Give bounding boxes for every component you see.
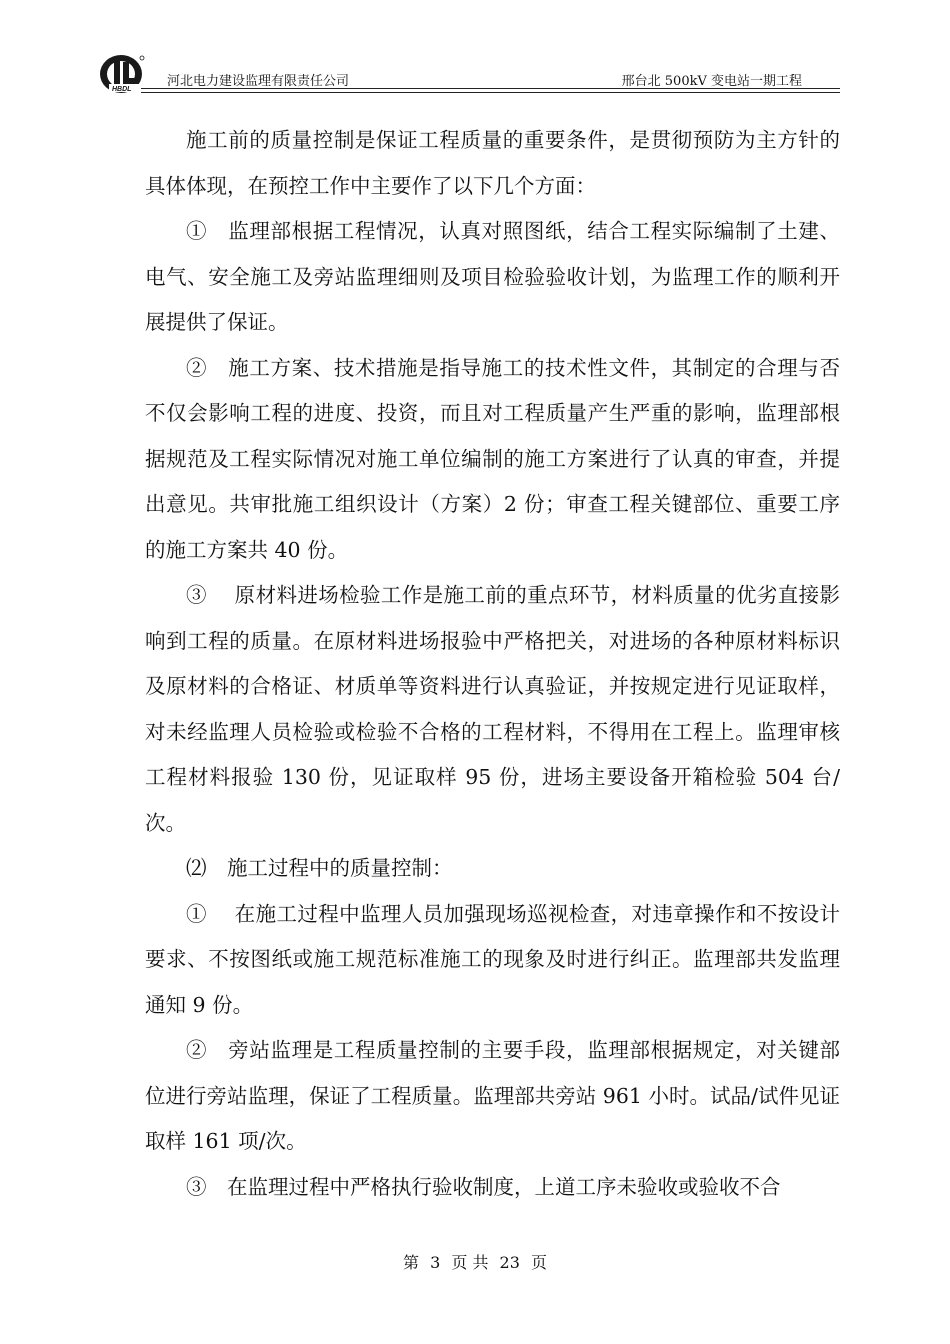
- paragraph: ② 施工方案、技术措施是指导施工的技术性文件，其制定的合理与否不仅会影响工程的进度、投资，而且对工程质量产生严重的影响，监理部根据规范及工程实际情况对施工单位编制的施工方案进行了认真的审查，并提出意见。共审批施工组织设计（方案）2 份；审查工程关键部位、重要工序的施工方案共 40 份。: [145, 355, 840, 562]
- company-name: 河北电力建设监理有限责任公司: [167, 74, 350, 89]
- footer-suffix: 页: [531, 1253, 548, 1272]
- document-body: [145, 118, 840, 1210]
- header-rule-thin: [141, 92, 840, 93]
- section-heading: ⑵ 施工过程中的质量控制：: [186, 856, 453, 880]
- paragraph: ① 在施工过程中监理人员加强现场巡视检查，对违章操作和不按设计要求、不按图纸或施工规范标准施工的现象及时进行纠正。监理部共发监理通知 9 份。: [145, 901, 840, 1017]
- footer-middle: 页 共: [451, 1253, 489, 1272]
- paragraph: ③ 在监理过程中严格执行验收制度，上道工序未验收或验收不合: [186, 1174, 781, 1199]
- project-name: 邢台北 500kV 变电站一期工程: [621, 74, 802, 89]
- footer-prefix: 第: [402, 1253, 419, 1272]
- paragraph: 施工前的质量控制是保证工程质量的重要条件，是贯彻预防为主方针的具体体现，在预控工作中主要作了以下几个方面：: [145, 128, 840, 198]
- page-number: 3: [430, 1253, 441, 1272]
- paragraph: ② 旁站监理是工程质量控制的主要手段，监理部根据规定，对关键部位进行旁站监理，保证了工程质量。监理部共旁站 961 小时。试品/试件见证取样 161 项/次。: [145, 1038, 840, 1153]
- paragraph: ③ 原材料进场检验工作是施工前的重点环节，材料质量的优劣直接影响到工程的质量。在原材料进场报验中严格把关，对进场的各种原材料标识及原材料的合格证、材质单等资料进行认真验证，并按规定进行见证取样，对未经监理人员检验或检验不合格的工程材料，不得用在工程上。监理审核工程材料报验 130 份，见证取样 95 份，进场主要设备开箱检验 504 台/次。: [145, 583, 840, 835]
- header-rule: [141, 88, 840, 89]
- paragraph: ① 监理部根据工程情况，认真对照图纸，结合工程实际编制了土建、电气、安全施工及旁站监理细则及项目检验验收计划，为监理工作的顺利开展提供了保证。: [145, 219, 840, 334]
- page-footer: [0, 1250, 950, 1273]
- svg-text:HBDL: HBDL: [112, 86, 132, 93]
- page-total: 23: [499, 1253, 520, 1272]
- page-header: [97, 50, 840, 94]
